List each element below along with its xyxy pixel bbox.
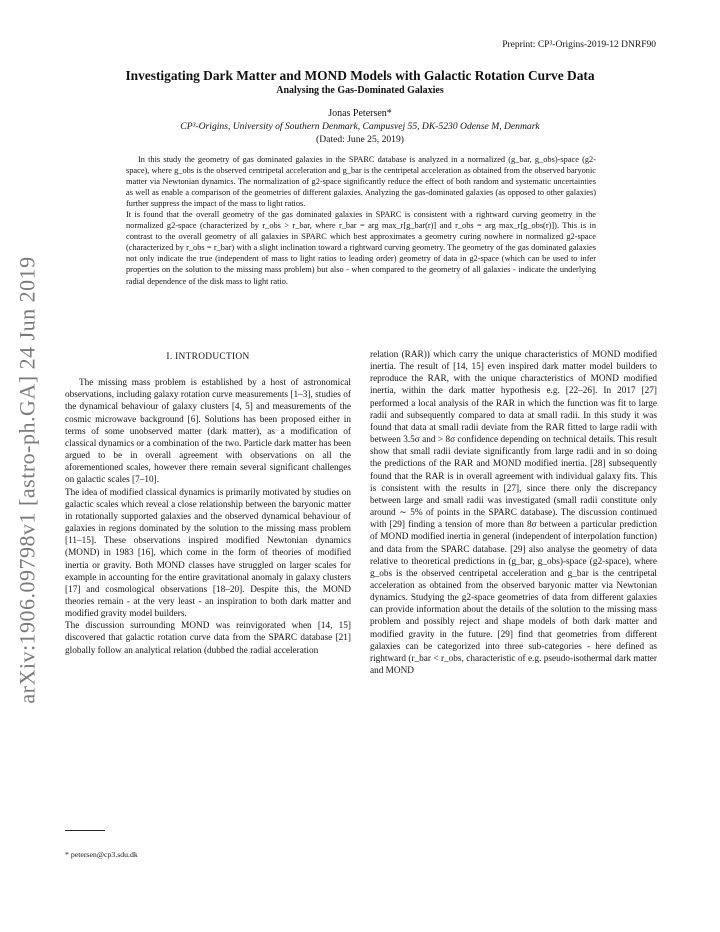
paper-title: Investigating Dark Matter and MOND Models with Galactic Rotation Curve Data <box>125 68 595 83</box>
author-name: Jonas Petersen* <box>328 108 392 119</box>
footnote-email: * petersen@cp3.sdu.dk <box>65 850 138 859</box>
body-paragraph: The missing mass problem is established by a host of astronomical observations, including galaxy rotation curve measurements [1–3], studies of the dynamical behaviour of galaxy clusters [4, 5] and measurements of the cosmic microwave background [6]. Solutions has been proposed either in terms of some unobserved matter (dark matter), as a modification of classical dynamics or a combination of the two. Particle dark matter has been argued to be in overall agreement with observations on all the aforementioned scales, however there remain several significant challenges on galactic scales [7–10]. <box>65 378 351 486</box>
author-affiliation: CP³-Origins, University of Southern Denmark, Campusvej 55, DK-5230 Odense M, Denmark <box>180 121 540 132</box>
body-paragraph: relation (RAR)) which carry the unique characteristics of MOND modified inertia. The result of [14, 15] even inspired dark matter model builders to reproduce the RAR, with the unique characteristics of MOND modified inertia, within the dark matter hypothesis e.g. [22–26]. In 2017 [27] performed a local analysis of the RAR in which the function was fit to large radii and subsequently compared to data at small radii. In this study it was found that data at small radii deviate from the RAR fitted to large radii with between 3.5σ and > 8σ confidence depending on technical details. This result show that small radii deviate significantly from large radii and in so doing the predictions of the RAR and MOND modified inertia. [28] subsequently found that the RAR is in overall agreement with individual galaxy fits. This is consistent with the results in [27], since there only the discrepancy between large and small radii was investigated (small radii constitute only around ∼ 5% of points in the SPARC database). The discussion continued with [29] finding a tension of more than 8σ between a particular prediction of MOND modified inertia in general (independent of interpolation function) and data from the SPARC database. [29] also analyse the geometry of data relative to theoretical predictions in (g_bar, g_obs)-space (g2-space), where g_obs is the observed centripetal acceleration and g_bar is the centripetal acceleration as obtained from the observed baryonic matter via Newtonian dynamics. Studying the g2-space geometries of data from different galaxies can provide information about the details of the solution to the missing mass problem and possibly reject and shape models of both dark matter and modified gravity in the future. [29] find that geometries from different galaxies can be categorized into three sub-categories - here defined as rightward (r_bar < r_obs, characteristic of e.g. pseudo-isothermal dark matter and MOND <box>370 350 657 677</box>
body-paragraph: The discussion surrounding MOND was reinvigorated when [14, 15] discovered that galactic rotation curve data from the SPARC database [21] globally follow an analytical relation (dubbed the radial acceleration <box>65 621 351 656</box>
paper-subtitle: Analysing the Gas-Dominated Galaxies <box>276 85 444 96</box>
body-paragraph: The idea of modified classical dynamics is primarily motivated by studies on galactic scales which reveal a close relationship between the baryonic matter in rotationally supported galaxies and the observed dynamical behaviour of galaxies in regions dominated by the solution to the missing mass problem [11–15]. These observations inspired modified Newtonian dynamics (MOND) in 1983 [16], which come in the form of theories of modified inertia or gravity. Both MOND classes have struggled on larger scales for example in accounting for the entire gravitational anomaly in galaxy clusters [17] and cosmological observations [18–20]. Despite this, the MOND theories remain - at the very least - an inspiration to both dark matter and modified gravity model builders. <box>65 487 351 620</box>
left-column <box>65 349 351 657</box>
abstract-paragraph: It is found that the overall geometry of the gas dominated galaxies in SPARC is consistent with a rightward curving geometry in the normalized g2-space (characterized by r_obs > r_bar, where r_bar = arg max_r[g_bar(r)] and r_obs = arg max_r[g_obs(r)]). This is in contrast to the overall geometry of all galaxies in SPARC which best approximates a geometry curing nowhere in normalized g2-space (characterized by r_obs = r_bar) with a slight inclination toward a rightward curving geometry. The geometry of the gas dominated galaxies not only indicate the true (independent of mass to light ratios to leading order) geometry of data in g2-space (which can be used to infer properties on the solution to the missing mass problem) but also - when compared to the geometry of all galaxies - indicate the underlying radial dependence of the disk mass to light ratio. <box>126 210 596 286</box>
abstract <box>126 154 596 287</box>
title-block <box>60 68 660 96</box>
footnote-divider <box>65 830 105 831</box>
preprint-number: Preprint: CP³-Origins-2019-12 DNRF90 <box>502 40 656 50</box>
arxiv-identifier-stamp <box>8 250 48 710</box>
date-line: (Dated: June 25, 2019) <box>316 134 404 145</box>
abstract-paragraph: In this study the geometry of gas dominated galaxies in the SPARC database is analyzed in a normalized (g_bar, g_obs)-space (g2-space), where g_obs is the observed centripetal acceleration and g_bar is the centripetal acceleration as obtained from the observed baryonic matter via Newtonian dynamics. The normalization of g2-space significantly reduce the effect of both random and systematic uncertainties as well as enable a comparison of the geometries of different galaxies. Analyzing the gas-dominated galaxies (as opposed to other galaxies) further suppress the impact of the mass to light ratios. <box>126 155 596 209</box>
right-column <box>370 349 657 677</box>
section-heading: I. INTRODUCTION <box>166 352 250 362</box>
arxiv-identifier-text: arXiv:1906.09798v1 [astro-ph.GA] 24 Jun 2019 <box>15 256 41 704</box>
